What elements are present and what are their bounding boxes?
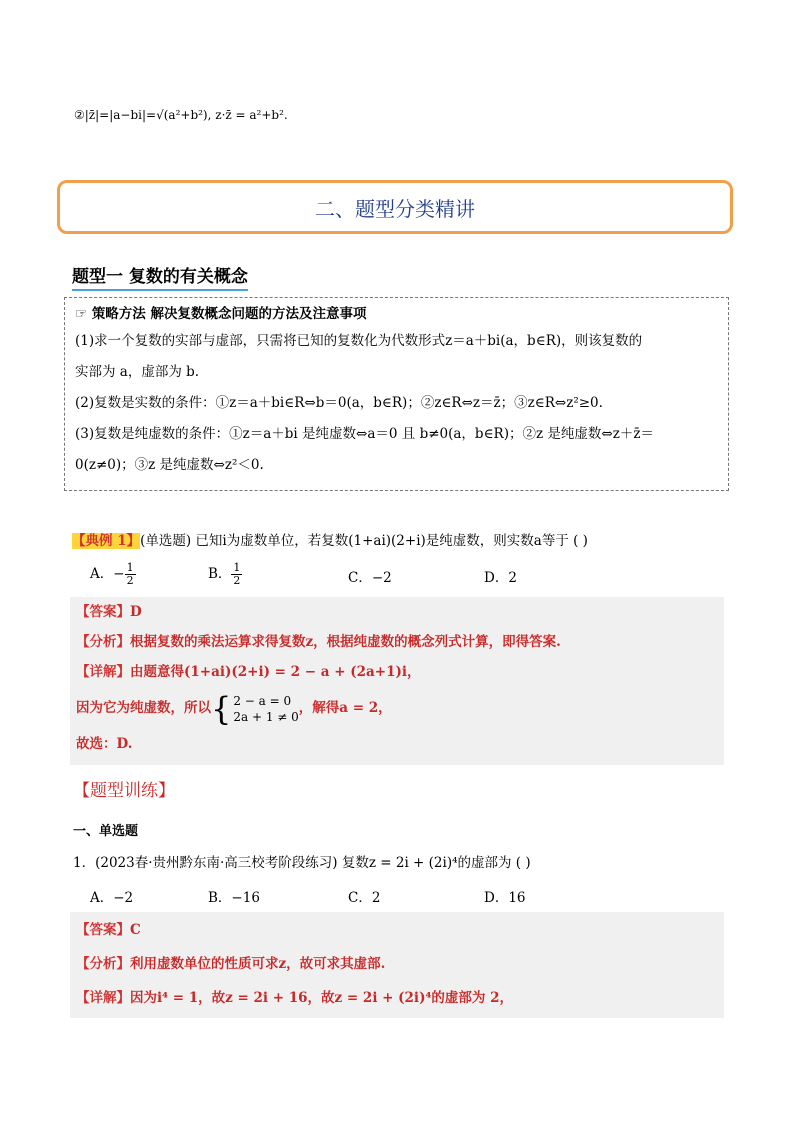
option-c: C．−2 bbox=[348, 570, 392, 586]
option-d: D．16 bbox=[484, 890, 526, 906]
example-tag: 【典例 1】 bbox=[72, 533, 141, 549]
type-heading: 题型一 复数的有关概念 bbox=[72, 262, 248, 291]
q1-question: 1．(2023春·贵州黔东南·高三校考阶段练习) 复数z = 2i + (2i)⁴的虚部为 ( ) bbox=[73, 855, 531, 871]
analysis-row: 【分析】利用虚数单位的性质可求z，故可求其虚部. bbox=[76, 956, 386, 972]
option-a: A．− $\frac{1}{2}$ bbox=[90, 561, 134, 587]
section-title-box bbox=[57, 180, 733, 234]
strategy-line: 0(z≠0)；③z 是纯虚数⇔z²＜0. bbox=[75, 457, 264, 473]
q1-solution bbox=[70, 912, 724, 1018]
single-choice-heading: 一、单选题 bbox=[73, 824, 139, 839]
strategy-box bbox=[64, 297, 729, 491]
strategy-line: (2)复数是实数的条件：①z＝a＋bi∈R⇔b＝0(a，b∈R)；②z∈R⇔z＝z̄；③z∈R⇔z²≥0. bbox=[75, 395, 603, 411]
top-formula: ②|z̄|=|a−bi|=√(a²+b²), z·z̄ = a²+b². bbox=[74, 108, 288, 122]
conclusion-row: 故选：D. bbox=[76, 736, 133, 752]
strategy-line: (1)求一个复数的实部与虚部，只需将已知的复数化为代数形式z＝a＋bi(a，b∈R)，则该复数的 bbox=[75, 333, 643, 349]
equation-system: { 2 − a = 0 2a + 1 ≠ 0 bbox=[211, 689, 299, 728]
fraction: $\frac{1}{2}$ bbox=[126, 561, 134, 587]
section-title: 二、题型分类精讲 bbox=[315, 196, 475, 221]
strategy-line: 实部为 a，虚部为 b. bbox=[75, 364, 200, 380]
example1-options bbox=[90, 560, 730, 594]
strategy-title: ☞ 策略方法 解决复数概念问题的方法及注意事项 bbox=[75, 306, 367, 322]
option-d: D．2 bbox=[484, 570, 517, 586]
option-b: B．−16 bbox=[208, 890, 260, 906]
training-heading: 【题型训练】 bbox=[73, 781, 175, 801]
example1-solution bbox=[70, 597, 724, 765]
left-brace-icon: { bbox=[211, 689, 232, 728]
detail-row: 【详解】因为i⁴ = 1，故z = 2i + 16，故z = 2i + (2i)⁴的虚部为 2， bbox=[76, 990, 513, 1006]
option-c: C．2 bbox=[348, 890, 381, 906]
fraction: $\frac{1}{2}$ bbox=[233, 561, 241, 587]
strategy-line: (3)复数是纯虚数的条件：①z＝a＋bi 是纯虚数⇔a＝0 且 b≠0(a，b∈R)；②z 是纯虚数⇔z＋z̄＝ bbox=[75, 426, 654, 442]
answer-row: 【答案】D bbox=[76, 604, 142, 620]
answer-row: 【答案】C bbox=[76, 922, 141, 938]
detail-system-row: 因为它为纯虚数，所以 { 2 − a = 0 2a + 1 ≠ 0 ，解得a = 2， bbox=[76, 689, 392, 728]
hand-icon: ☞ bbox=[75, 306, 88, 322]
option-a: A．−2 bbox=[90, 890, 134, 906]
option-b: B． $\frac{1}{2}$ bbox=[208, 561, 241, 587]
detail-row: 【详解】由题意得(1+ai)(2+i) = 2 − a + (2a+1)i， bbox=[76, 664, 421, 680]
analysis-row: 【分析】根据复数的乘法运算求得复数z，根据纯虚数的概念列式计算，即得答案. bbox=[76, 634, 561, 650]
q1-options bbox=[90, 886, 730, 908]
example1-question: 【典例 1】(单选题) 已知i为虚数单位，若复数(1+ai)(2+i)是纯虚数，则实数a等于 ( ) bbox=[72, 533, 588, 549]
